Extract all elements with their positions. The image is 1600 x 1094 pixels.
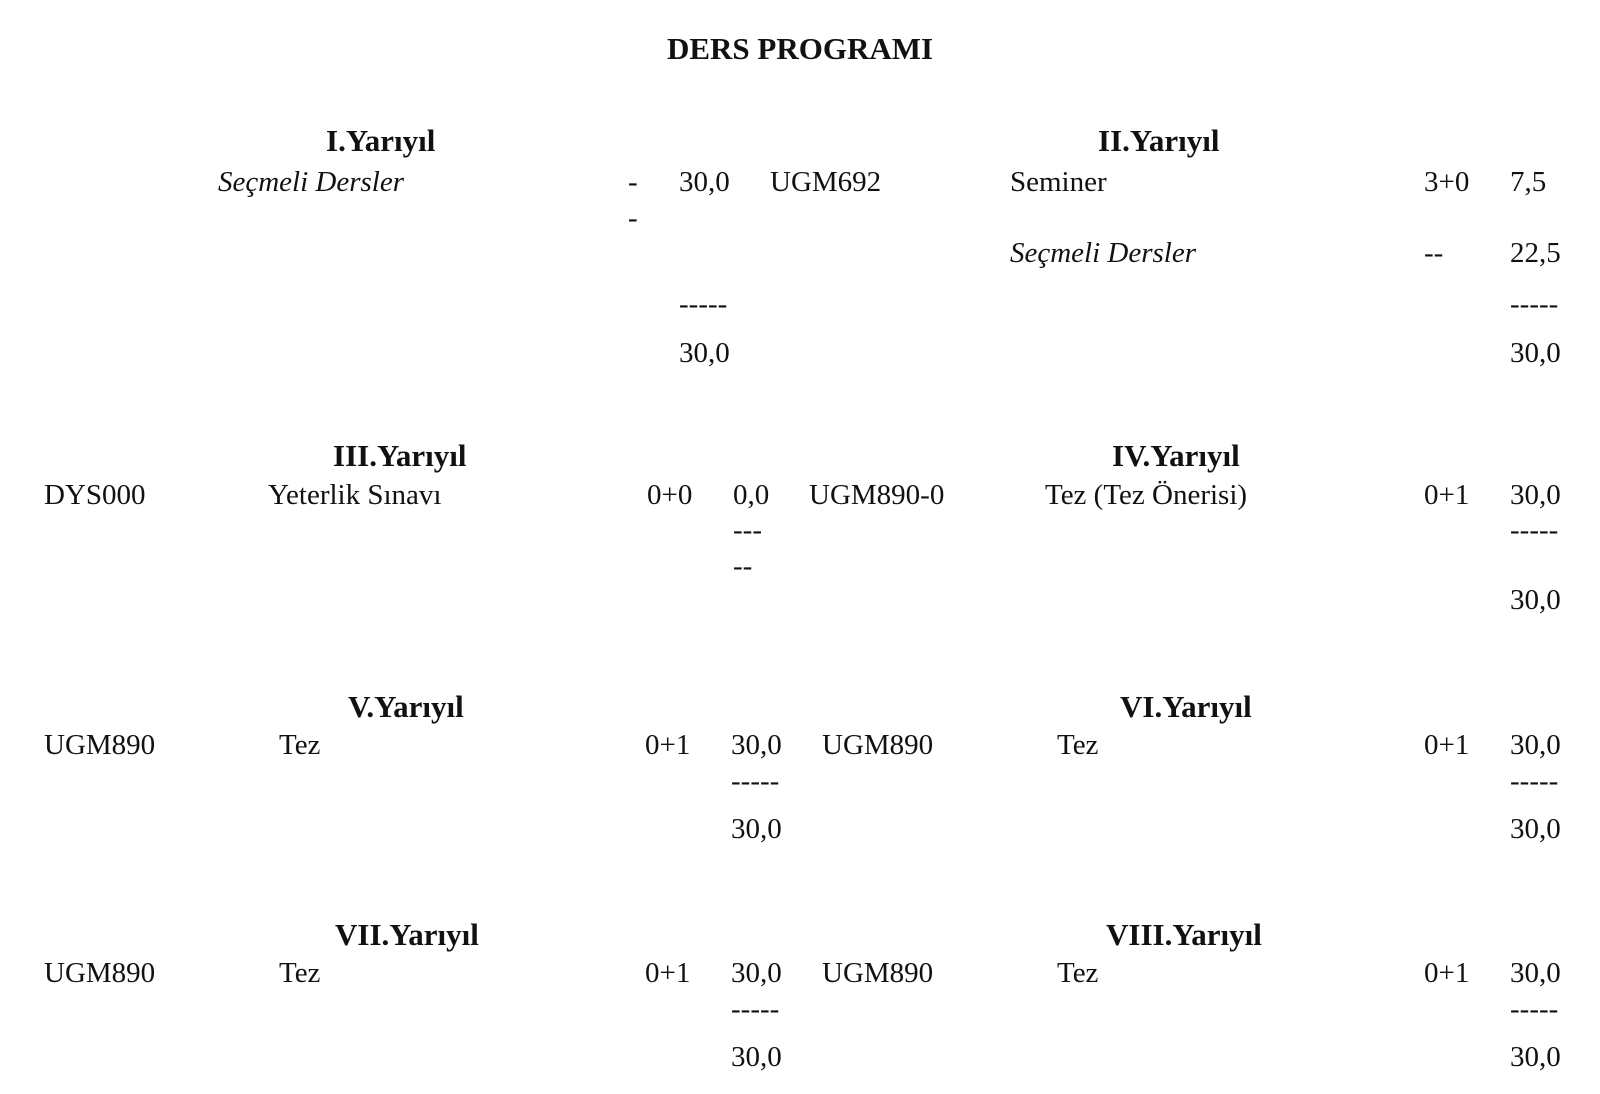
semester-2-row-1-ects: 7,5 [1510,166,1547,198]
semester-3-hours: 0+0 [647,479,693,511]
semester-7-code: UGM890 [44,957,156,989]
semester-4-separator: ----- [1510,514,1559,546]
semester-3-ects: 0,0 [733,479,770,511]
semester-1-ects: 30,0 [679,166,730,198]
semester-6-course: Tez [1057,729,1099,761]
semester-3-code: DYS000 [44,479,146,511]
semester-5-course: Tez [279,729,321,761]
semester-4-course: Tez (Tez Önerisi) [1045,479,1248,511]
semester-5-heading: V.Yarıyıl [348,689,464,724]
semester-2-total: 30,0 [1510,337,1561,369]
semester-1-heading: I.Yarıyıl [326,123,436,158]
semester-2-row-2-course: Seçmeli Dersler [1010,237,1197,269]
semester-1-total: 30,0 [679,337,730,369]
semester-3-heading: III.Yarıyıl [333,438,467,473]
semester-7-ects: 30,0 [731,957,782,989]
semester-2-separator: ----- [1510,288,1559,320]
semester-8-hours: 0+1 [1424,957,1470,989]
semester-6-ects: 30,0 [1510,729,1561,761]
semester-7-separator: ----- [731,993,780,1025]
semester-7-heading: VII.Yarıyıl [335,917,479,952]
semester-8-code: UGM890 [822,957,934,989]
semester-2-row-2-ects: 22,5 [1510,237,1561,269]
semester-6-separator: ----- [1510,765,1559,797]
page-title: DERS PROGRAMI [666,31,934,66]
semester-4-ects: 30,0 [1510,479,1561,511]
semester-6-hours: 0+1 [1424,729,1470,761]
semester-1-course: Seçmeli Dersler [218,166,405,198]
semester-5-code: UGM890 [44,729,156,761]
semester-5-hours: 0+1 [645,729,691,761]
semester-8-ects: 30,0 [1510,957,1561,989]
semester-1-hours: - [628,166,638,198]
semester-3-course: Yeterlik Sınavı [268,479,442,511]
semester-4-total: 30,0 [1510,584,1561,616]
semester-5-ects: 30,0 [731,729,782,761]
semester-7-total: 30,0 [731,1041,782,1073]
semester-8-total: 30,0 [1510,1041,1561,1073]
semester-1-hours-wrap: - [628,202,638,234]
semester-5-separator: ----- [731,765,780,797]
semester-2-row-1-course: Seminer [1010,166,1107,198]
semester-3-separator-wrap: -- [733,550,753,582]
semester-8-separator: ----- [1510,993,1559,1025]
semester-4-code: UGM890-0 [809,479,945,511]
semester-1-separator: ----- [679,288,728,320]
semester-2-row-1-hours: 3+0 [1424,166,1470,198]
semester-6-code: UGM890 [822,729,934,761]
semester-7-hours: 0+1 [645,957,691,989]
semester-5-total: 30,0 [731,813,782,845]
semester-8-heading: VIII.Yarıyıl [1106,917,1262,952]
semester-4-heading: IV.Yarıyıl [1112,438,1240,473]
semester-2-row-2-hours: -- [1424,237,1444,269]
semester-2-row-1-code: UGM692 [770,166,882,198]
semester-4-hours: 0+1 [1424,479,1470,511]
semester-6-total: 30,0 [1510,813,1561,845]
semester-2-heading: II.Yarıyıl [1098,123,1220,158]
semester-7-course: Tez [279,957,321,989]
semester-8-course: Tez [1057,957,1099,989]
semester-6-heading: VI.Yarıyıl [1120,689,1252,724]
semester-3-separator: --- [733,514,762,546]
